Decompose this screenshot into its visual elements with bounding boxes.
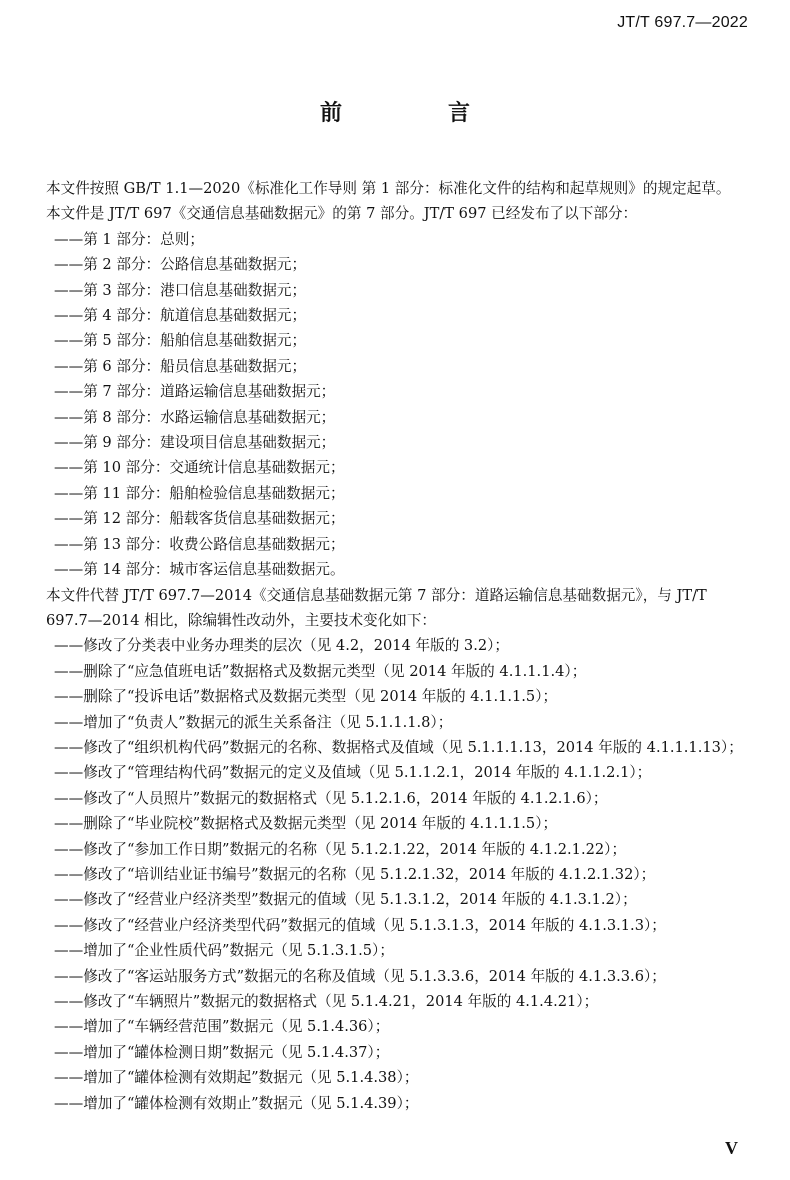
part-list-item: ——第 12 部分：船载客货信息基础数据元； [54,510,345,528]
change-list-item: ——修改了“经营业户经济类型代码”数据元的值域（见 5.1.3.1.3，2014 年版的 4.1.3.1.3）； [54,916,666,934]
foreword-body [46,176,748,1116]
page-number: V [725,1138,738,1158]
change-list-item: ——修改了“客运站服务方式”数据元的名称及值域（见 5.1.3.3.6，2014 年版的 4.1.3.3.6）； [54,967,666,985]
part-list-item: ——第 7 部分：道路运输信息基础数据元； [54,383,336,401]
change-list-item: ——修改了“管理结构代码”数据元的定义及值域（见 5.1.1.2.1，2014 年版的 4.1.1.2.1）； [54,764,652,782]
part-list-item: ——第 13 部分：收费公路信息基础数据元； [54,535,345,553]
parts-list [46,227,748,583]
part-list-item: ——第 10 部分：交通统计信息基础数据元； [54,459,345,477]
document-code: JT/T 697.7—2022 [617,14,748,31]
part-list-item: ——第 2 部分：公路信息基础数据元； [54,256,307,274]
paragraph-series-intro: 本文件是 JT/T 697《交通信息基础数据元》的第 7 部分。JT/T 697 已经发布了以下部分： [46,205,638,223]
change-list-item: ——删除了“投诉电话”数据格式及数据元类型（见 2014 年版的 4.1.1.1.5）； [54,688,558,706]
change-list-item: ——增加了“罐体检测日期”数据元（见 5.1.4.37）； [54,1043,390,1061]
part-list-item: ——第 11 部分：船舶检验信息基础数据元； [54,484,345,502]
change-list-item: ——修改了“组织机构代码”数据元的名称、数据格式及值域（见 5.1.1.1.13，2014 年版的 4.1.1.1.13）； [54,738,743,756]
change-list-item: ——增加了“车辆经营范围”数据元（见 5.1.4.36）； [54,1018,390,1036]
part-list-item: ——第 9 部分：建设项目信息基础数据元； [54,434,336,452]
changes-list [46,633,748,1116]
change-list-item: ——修改了“人员照片”数据元的数据格式（见 5.1.2.1.6，2014 年版的 4.1.2.1.6）； [54,789,608,807]
part-list-item: ——第 5 部分：船舶信息基础数据元； [54,332,307,350]
change-list-item: ——删除了“应急值班电话”数据格式及数据元类型（见 2014 年版的 4.1.1.1.4）； [54,662,587,680]
part-list-item: ——第 3 部分：港口信息基础数据元； [54,281,307,299]
change-list-item: ——增加了“罐体检测有效期止”数据元（见 5.1.4.39）； [54,1094,419,1112]
change-list-item: ——修改了分类表中业务办理类的层次（见 4.2，2014 年版的 3.2）； [54,637,510,655]
page-title: 前 言 [319,101,512,126]
part-list-item: ——第 1 部分：总则； [54,230,204,248]
part-list-item: ——第 4 部分：航道信息基础数据元； [54,307,307,325]
part-list-item: ——第 6 部分：船员信息基础数据元； [54,357,307,375]
part-list-item: ——第 8 部分：水路运输信息基础数据元； [54,408,336,426]
change-list-item: ——删除了“毕业院校”数据格式及数据元类型（见 2014 年版的 4.1.1.1.5）； [54,815,558,833]
change-list-item: ——增加了“罐体检测有效期起”数据元（见 5.1.4.38）； [54,1069,419,1087]
change-list-item: ——增加了“负责人”数据元的派生关系备注（见 5.1.1.1.8）； [54,713,453,731]
change-list-item: ——增加了“企业性质代码”数据元（见 5.1.3.1.5）； [54,942,394,960]
change-list-item: ——修改了“车辆照片”数据元的数据格式（见 5.1.4.21，2014 年版的 4.1.4.21）； [54,993,599,1010]
part-list-item: ——第 14 部分：城市客运信息基础数据元。 [54,561,345,579]
paragraph-drafting-rules: 本文件按照 GB/T 1.1—2020《标准化工作导则 第 1 部分：标准化文件的结构和起草规则》的规定起草。 [46,180,731,197]
change-list-item: ——修改了“参加工作日期”数据元的名称（见 5.1.2.1.22，2014 年版的 4.1.2.1.22）； [54,840,627,858]
change-list-item: ——修改了“培训结业证书编号”数据元的名称（见 5.1.2.1.32，2014 年版的 4.1.2.1.32）； [54,865,656,883]
change-list-item: ——修改了“经营业户经济类型”数据元的值域（见 5.1.3.1.2，2014 年版的 4.1.3.1.2）； [54,891,637,909]
paragraph-replacement: 本文件代替 JT/T 697.7—2014《交通信息基础数据元第 7 部分：道路运输信息基础数据元》，与 JT/T 697.7—2014 相比，除编辑性改动外，主要技术变化如下： [46,586,707,629]
